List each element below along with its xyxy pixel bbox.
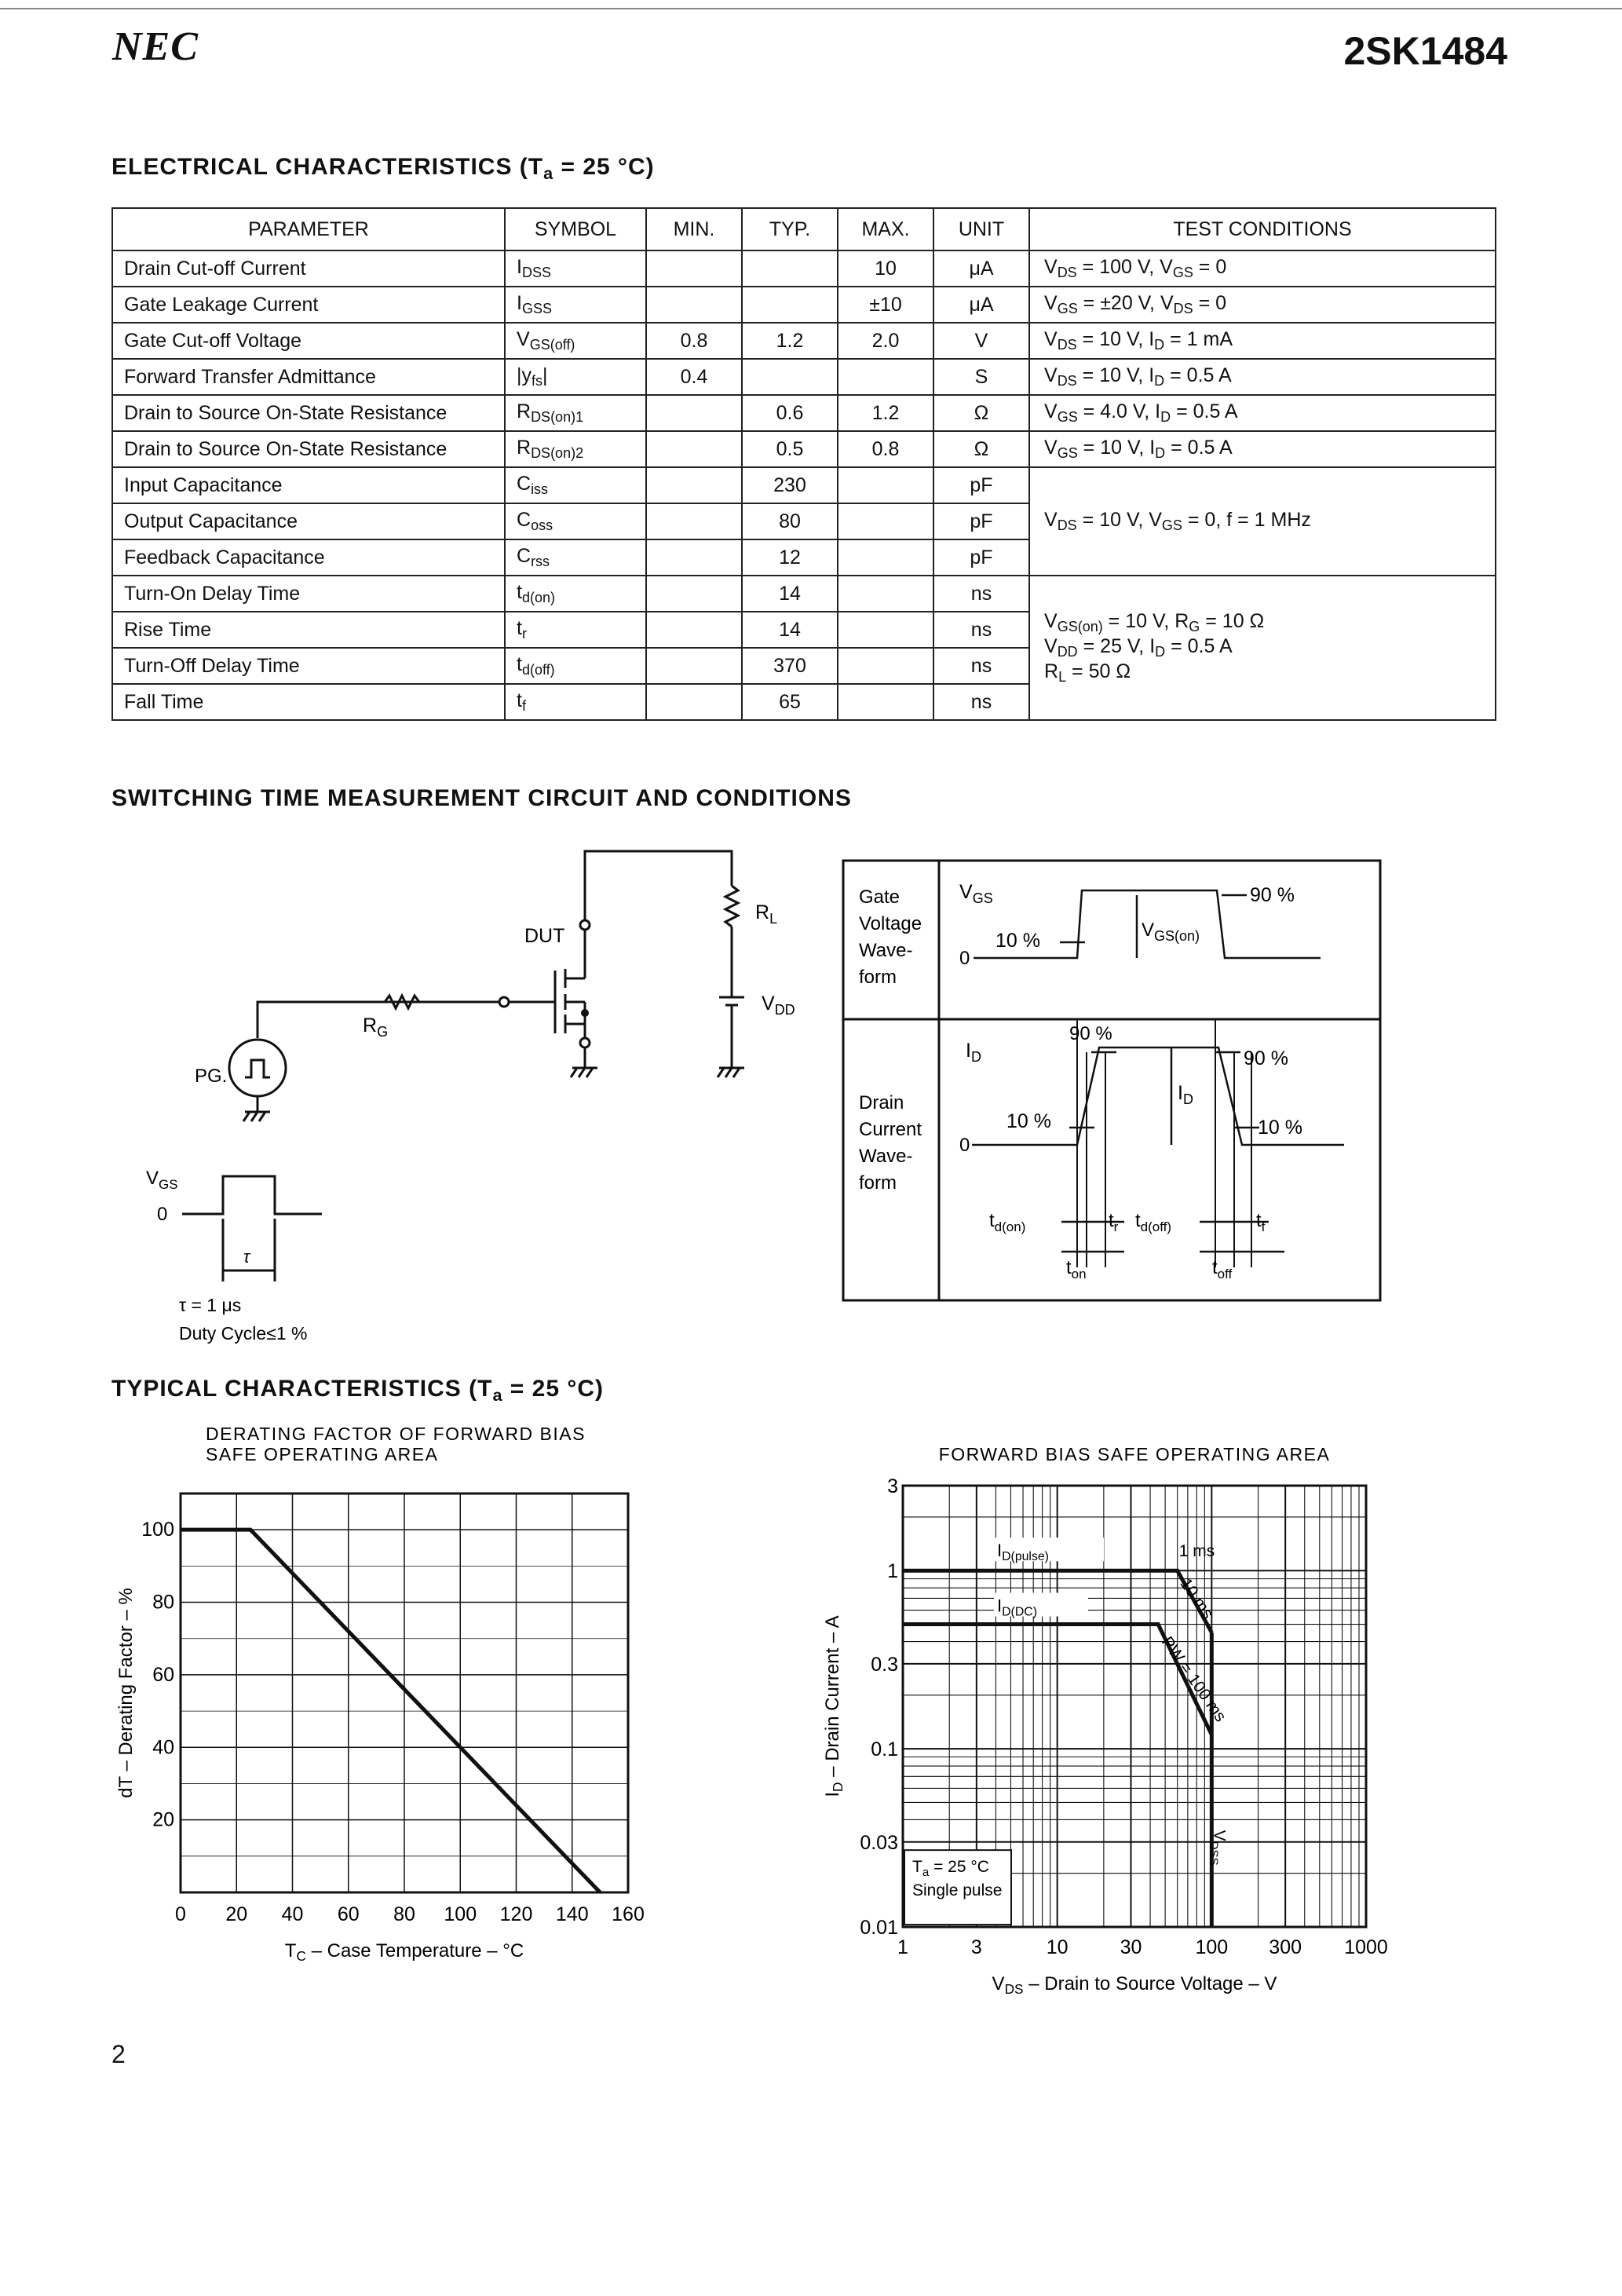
cell-max: 2.0 [838, 323, 933, 359]
cell-unit: pF [933, 539, 1029, 576]
x-tick-label: 40 [281, 1903, 304, 1925]
cell-symbol: $V_{GS(off)}$ [505, 323, 646, 359]
x-axis-label: $V_{DS}$ – Drain to Source Voltage – V [992, 1973, 1277, 1997]
cell-symbol: $I_{DSS}$ [505, 250, 646, 287]
y-tick-label: 40 [152, 1736, 174, 1759]
cell-typ: 370 [742, 648, 838, 684]
vgs-label: $V_{GS}$ [959, 881, 993, 906]
cell-min [646, 539, 742, 576]
pg-label: PG. [195, 1066, 228, 1087]
table-row [112, 323, 1496, 359]
note-line: Single pulse [912, 1881, 1003, 1900]
cell-max [838, 539, 933, 576]
tau-value: τ = 1 μs [179, 1295, 242, 1315]
table-row [112, 287, 1496, 323]
cell-typ [742, 250, 838, 287]
cell-parameter: Fall Time [112, 684, 505, 720]
table-row [112, 359, 1496, 395]
col-min: MIN. [646, 208, 742, 250]
cell-unit: Ω [933, 431, 1029, 467]
vdd-label: $V_{DD}$ [762, 993, 795, 1018]
y-tick-label: 3 [887, 1475, 898, 1497]
y-tick-label: 100 [141, 1519, 174, 1541]
table-row [112, 467, 1496, 503]
cell-symbol: $I_{GSS}$ [505, 287, 646, 323]
x-tick-label: 60 [337, 1903, 360, 1925]
switching-circuit-diagram [146, 832, 832, 1351]
x-tick-label: 100 [444, 1903, 477, 1925]
col-parameter: PARAMETER [112, 208, 505, 250]
id-label: $I_D$ [966, 1040, 981, 1065]
ec-title: ELECTRICAL CHARACTERISTICS ($T_a = 25$ °C) [111, 154, 655, 184]
y-tick-label: 0.1 [871, 1738, 898, 1761]
cell-max [838, 467, 933, 503]
cell-condition: $V_{GS} = 10$ V, $I_D = 0.5$ A [1029, 431, 1496, 467]
switching-waveform-diagram [842, 859, 1383, 1303]
annotation-label: 10 ms [1176, 1574, 1218, 1622]
col-symbol: SYMBOL [505, 208, 646, 250]
cell-max: 10 [838, 250, 933, 287]
cell-typ: 14 [742, 576, 838, 612]
cell-parameter: Gate Leakage Current [112, 287, 505, 323]
y-tick-label: 0.3 [871, 1653, 898, 1676]
typical-title: TYPICAL CHARACTERISTICS ($T_a = 25$ °C) [111, 1376, 605, 1406]
tdon-label: $t_{d(on)}$ [989, 1210, 1026, 1234]
vgson-label: $V_{GS(on)}$ [1142, 919, 1200, 944]
table-row [112, 576, 1496, 612]
part-number: 2SK1484 [1343, 29, 1507, 73]
cell-typ: 0.5 [742, 431, 838, 467]
chart-title: FORWARD BIAS SAFE OPERATING AREA [938, 1444, 1331, 1464]
cell-typ [742, 359, 838, 395]
y-tick-label: 0.01 [860, 1917, 898, 1939]
cell-unit: ns [933, 612, 1029, 648]
cell-condition: $V_{GS} = \pm 20$ V, $V_{DS} = 0$ [1029, 287, 1496, 323]
cell-unit: μA [933, 287, 1029, 323]
drain-10pct-fall-label: 10 % [1258, 1117, 1302, 1139]
table-row [112, 431, 1496, 467]
toff-label: $t_{off}$ [1212, 1257, 1233, 1281]
cell-min [646, 576, 742, 612]
table-row [112, 250, 1496, 287]
cell-symbol: $t_f$ [505, 684, 646, 720]
cell-parameter: Gate Cut-off Voltage [112, 323, 505, 359]
cell-unit: μA [933, 250, 1029, 287]
annotation-label: $V_{DSS}$ [1207, 1830, 1229, 1866]
cell-max [838, 503, 933, 539]
id-amplitude-label: $I_D$ [1178, 1082, 1193, 1107]
cell-condition: $V_{DS} = 10$ V, $I_D = 0.5$ A [1029, 359, 1496, 395]
cell-symbol: $C_{iss}$ [505, 467, 646, 503]
y-tick-label: 60 [152, 1663, 174, 1686]
cell-parameter: Drain to Source On-State Resistance [112, 395, 505, 431]
cell-min [646, 431, 742, 467]
cell-typ: 80 [742, 503, 838, 539]
pulse-vgs-label: $V_{GS}$ [146, 1168, 178, 1192]
cell-typ: 1.2 [742, 323, 838, 359]
cell-max: ±10 [838, 287, 933, 323]
cell-condition: $V_{GS} = 4.0$ V, $I_D = 0.5$ A [1029, 395, 1496, 431]
cell-parameter: Feedback Capacitance [112, 539, 505, 576]
cell-unit: ns [933, 576, 1029, 612]
dut-label: DUT [524, 925, 565, 947]
cell-typ: 14 [742, 612, 838, 648]
gate-waveform-label: Gate Voltage Wave- form [859, 887, 922, 988]
cell-min [646, 250, 742, 287]
cell-symbol: $C_{rss}$ [505, 539, 646, 576]
cell-min [646, 684, 742, 720]
cell-symbol: $R_{DS(on)2}$ [505, 431, 646, 467]
cell-unit: pF [933, 503, 1029, 539]
duty-cycle: Duty Cycle≤1 % [179, 1323, 308, 1344]
x-tick-label: 20 [225, 1903, 248, 1925]
cell-symbol: $C_{oss}$ [505, 503, 646, 539]
electrical-characteristics-table [111, 207, 1496, 721]
rl-label: $R_L$ [755, 901, 778, 927]
table-header-row [112, 208, 1496, 250]
cell-typ: 65 [742, 684, 838, 720]
cell-parameter: Turn-Off Delay Time [112, 648, 505, 684]
y-tick-label: 20 [152, 1808, 174, 1831]
cell-typ: 230 [742, 467, 838, 503]
tau-label: τ [243, 1247, 250, 1267]
cell-parameter: Input Capacitance [112, 467, 505, 503]
y-axis-label: $I_D$ – Drain Current – A [822, 1615, 846, 1797]
cell-symbol: $t_{d(on)}$ [505, 576, 646, 612]
cell-parameter: Drain to Source On-State Resistance [112, 431, 505, 467]
cell-condition: $V_{DS} = 100$ V, $V_{GS} = 0$ [1029, 250, 1496, 287]
drain-90pct-fall-label: 90 % [1244, 1047, 1288, 1069]
cell-min [646, 287, 742, 323]
y-axis-label: dT – Derating Factor – % [115, 1588, 137, 1798]
switching-title: SWITCHING TIME MEASUREMENT CIRCUIT AND CONDITIONS [111, 785, 852, 811]
cell-parameter: Drain Cut-off Current [112, 250, 505, 287]
gate-zero-label: 0 [959, 948, 970, 969]
cell-condition-capacitance: $V_{DS} = 10$ V, $V_{GS} = 0$, f = 1 MHz [1029, 467, 1496, 576]
x-tick-label: 100 [1195, 1936, 1229, 1958]
cell-max: 0.8 [838, 431, 933, 467]
page-number: 2 [111, 2040, 126, 2068]
cell-min [646, 503, 742, 539]
cell-symbol: $R_{DS(on)1}$ [505, 395, 646, 431]
col-unit: UNIT [933, 208, 1029, 250]
cell-symbol: $t_r$ [505, 612, 646, 648]
tdoff-label: $t_{d(off)}$ [1135, 1210, 1172, 1234]
derating-chart [110, 1421, 707, 1987]
x-tick-label: 1 [897, 1936, 908, 1958]
x-tick-label: 1000 [1344, 1936, 1388, 1958]
cell-max [838, 612, 933, 648]
annotation-label: PW = 100 ms [1157, 1633, 1230, 1726]
cell-unit: pF [933, 467, 1029, 503]
cell-symbol: $t_{d(off)}$ [505, 648, 646, 684]
drain-waveform-label: Drain Current Wave- form [859, 1092, 922, 1194]
drain-10pct-rise-label: 10 % [1006, 1110, 1051, 1132]
cell-parameter: Forward Transfer Admittance [112, 359, 505, 395]
series-label: $I_{D(DC)}$ [997, 1596, 1037, 1619]
x-axis-label: $T_C$ – Case Temperature – °C [284, 1940, 524, 1964]
drain-90pct-rise-label: 90 % [1069, 1023, 1112, 1044]
series-label: $I_{D(pulse)}$ [997, 1541, 1049, 1564]
col-max: MAX. [838, 208, 933, 250]
cell-unit: S [933, 359, 1029, 395]
y-tick-label: 0.03 [860, 1831, 898, 1854]
col-typ: TYP. [742, 208, 838, 250]
x-tick-label: 0 [175, 1903, 186, 1925]
cell-unit: Ω [933, 395, 1029, 431]
cell-parameter: Turn-On Delay Time [112, 576, 505, 612]
cell-min: 0.8 [646, 323, 742, 359]
cell-unit: V [933, 323, 1029, 359]
cell-typ: 12 [742, 539, 838, 576]
col-test-conditions: TEST CONDITIONS [1029, 208, 1496, 250]
y-tick-label: 80 [152, 1591, 174, 1614]
cell-max: 1.2 [838, 395, 933, 431]
cell-max [838, 684, 933, 720]
x-tick-label: 160 [612, 1903, 645, 1925]
gate-90pct-label: 90 % [1250, 884, 1295, 906]
x-tick-label: 10 [1046, 1936, 1069, 1958]
cell-min [646, 395, 742, 431]
x-tick-label: 120 [499, 1903, 533, 1925]
tr-label: $t_r$ [1109, 1210, 1119, 1234]
cell-condition-switching: $V_{GS(on)} = 10$ V, $R_G = 10$ Ω $V_{DD} = 25$ V, $I_D = 0.5$ A $R_L = 50$ Ω [1029, 576, 1496, 720]
cell-min [646, 648, 742, 684]
cell-min [646, 467, 742, 503]
x-tick-label: 3 [970, 1936, 982, 1958]
table-row [112, 395, 1496, 431]
pulse-zero-label: 0 [157, 1204, 168, 1225]
y-tick-label: 1 [887, 1560, 898, 1583]
dut-source-node [581, 1009, 589, 1017]
cell-max [838, 648, 933, 684]
note-line: $T_a = 25$ °C [912, 1858, 989, 1880]
cell-parameter: Output Capacitance [112, 503, 505, 539]
x-tick-label: 30 [1120, 1936, 1142, 1958]
annotation-label: 1 ms [1178, 1542, 1215, 1561]
chart-title: DERATING FACTOR OF FORWARD BIAS SAFE OPERATING AREA [206, 1424, 586, 1464]
cell-max [838, 359, 933, 395]
cell-typ [742, 287, 838, 323]
x-tick-label: 300 [1269, 1936, 1302, 1958]
cell-unit: ns [933, 648, 1029, 684]
cell-unit: ns [933, 684, 1029, 720]
tf-label: $t_f$ [1256, 1210, 1266, 1234]
gate-10pct-label: 10 % [995, 930, 1040, 952]
cell-max [838, 576, 933, 612]
cell-condition: $V_{DS} = 10$ V, $I_D = 1$ mA [1029, 323, 1496, 359]
x-tick-label: 80 [393, 1903, 415, 1925]
cell-symbol: $|y_{fs}|$ [505, 359, 646, 395]
x-tick-label: 140 [555, 1903, 589, 1925]
soa-chart [816, 1437, 1468, 2002]
ton-label: $t_{on}$ [1066, 1257, 1087, 1281]
cell-min [646, 612, 742, 648]
drain-zero-label: 0 [959, 1135, 970, 1156]
top-rule [0, 8, 1622, 9]
cell-parameter: Rise Time [112, 612, 505, 648]
rg-label: $R_G$ [363, 1015, 389, 1040]
cell-typ: 0.6 [742, 395, 838, 431]
nec-logo: NEC [112, 24, 199, 69]
cell-min: 0.4 [646, 359, 742, 395]
